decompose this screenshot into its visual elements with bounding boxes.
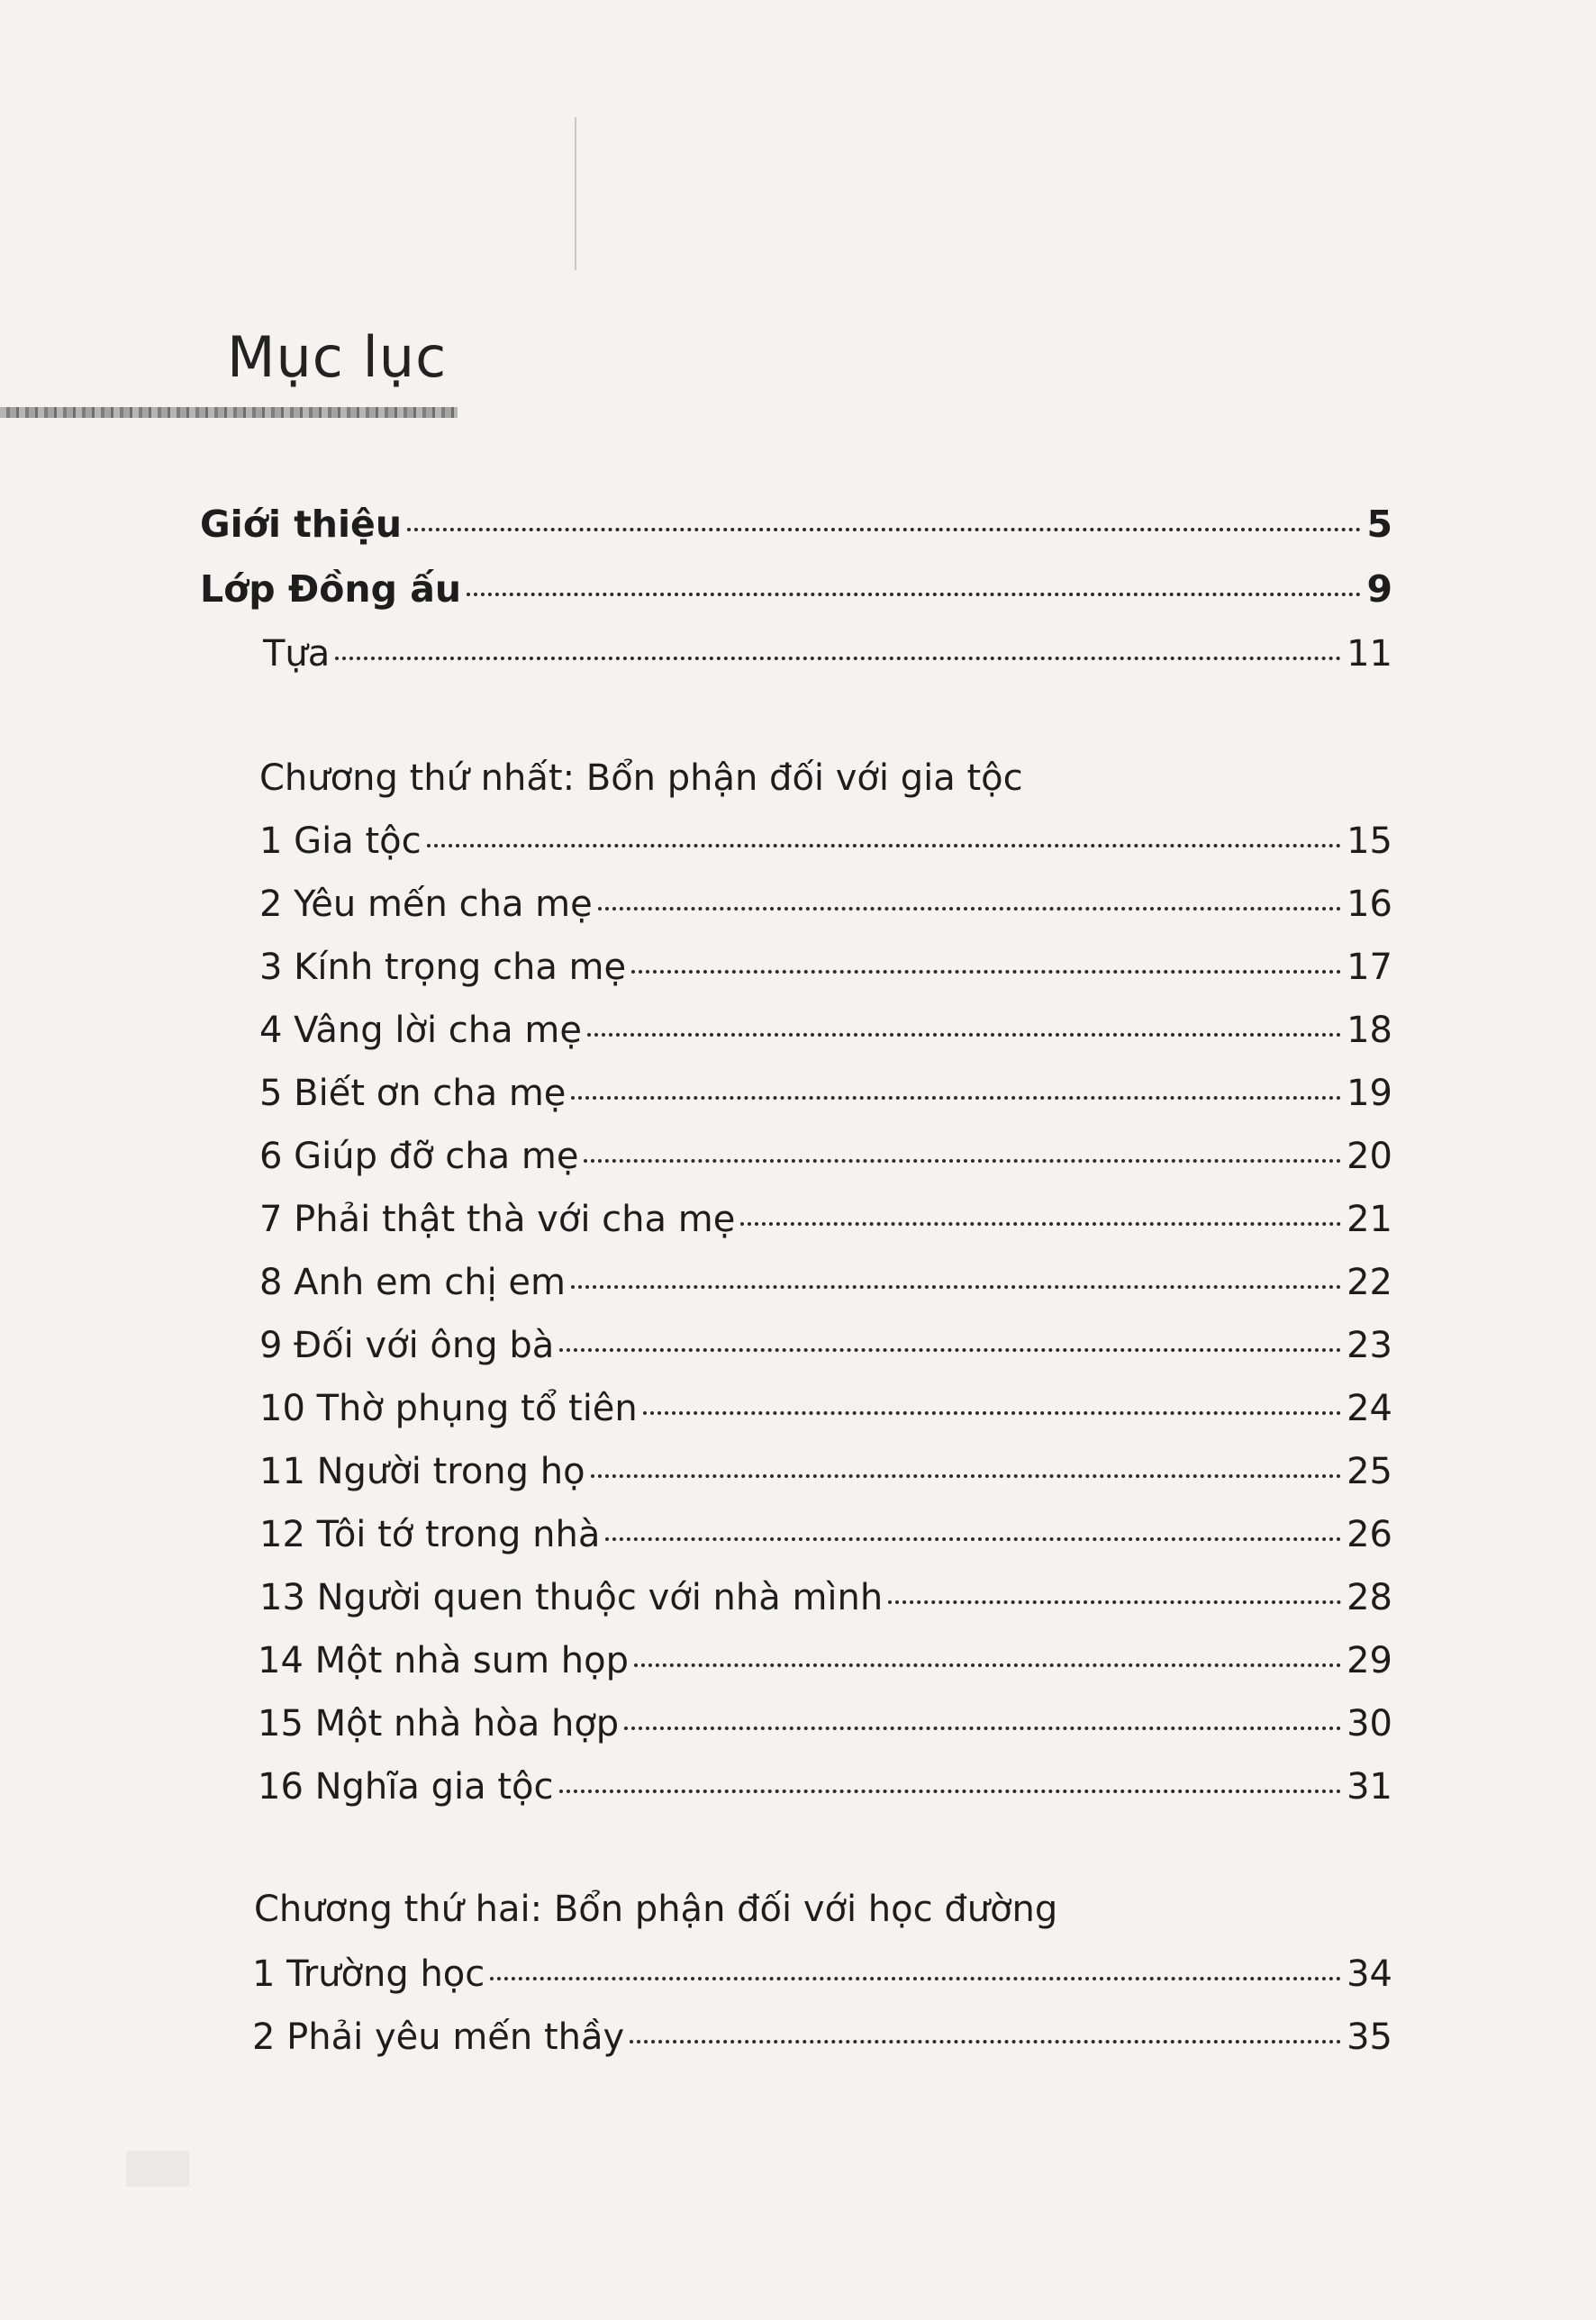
dot-leader <box>559 1790 1342 1793</box>
toc-entry-page: 21 <box>1347 1199 1392 1240</box>
toc-entry-page: 16 <box>1347 884 1392 925</box>
toc-entry-label: 2 Yêu mến cha mẹ <box>259 884 593 925</box>
toc-entry-label: 15 Một nhà hòa hợp <box>258 1703 620 1745</box>
toc-entry-page: 34 <box>1347 1953 1392 1995</box>
toc-entry[interactable] <box>259 1133 1392 1180</box>
toc-entry[interactable] <box>259 1322 1392 1369</box>
toc-entry-label: 16 Nghĩa gia tộc <box>258 1766 554 1808</box>
dot-leader <box>584 1159 1341 1163</box>
toc-entry-page: 30 <box>1347 1703 1392 1745</box>
chapter-heading-1: Chương thứ nhất: Bổn phận đối với gia tộc <box>259 757 1023 799</box>
toc-entry-page: 28 <box>1347 1577 1392 1618</box>
toc-entry-tua[interactable] <box>263 630 1392 677</box>
toc-entry[interactable] <box>258 1763 1392 1810</box>
toc-entry-label: 1 Trường học <box>252 1953 485 1995</box>
toc-entry[interactable] <box>259 1007 1392 1054</box>
dot-leader <box>335 657 1341 660</box>
toc-entry[interactable] <box>259 1385 1392 1432</box>
toc-entry-page: 15 <box>1347 820 1392 862</box>
toc-entry[interactable] <box>258 1637 1392 1684</box>
toc-entry-label: 12 Tôi tớ trong nhà <box>259 1514 601 1555</box>
toc-entry[interactable] <box>252 2014 1392 2061</box>
toc-entry-page: 23 <box>1347 1325 1392 1366</box>
toc-entry-page: 20 <box>1347 1136 1392 1177</box>
toc-entry[interactable] <box>259 1511 1392 1558</box>
toc-entry-page: 24 <box>1347 1388 1392 1429</box>
toc-entry-label: 13 Người quen thuộc với nhà mình <box>259 1577 884 1618</box>
dot-leader <box>591 1474 1342 1478</box>
dot-leader <box>740 1222 1341 1226</box>
dot-leader <box>598 907 1341 911</box>
dot-leader <box>888 1600 1341 1604</box>
toc-entry-lop-dong-au[interactable] <box>200 566 1392 612</box>
toc-entry-page: 9 <box>1366 567 1392 611</box>
toc-entry-label: 6 Giúp đỡ cha mẹ <box>259 1136 579 1177</box>
toc-entry[interactable] <box>259 1070 1392 1117</box>
toc-entry[interactable] <box>259 1574 1392 1621</box>
toc-entry-page: 22 <box>1347 1262 1392 1303</box>
toc-entry-page: 26 <box>1347 1514 1392 1555</box>
dot-leader <box>630 2040 1341 2044</box>
dot-leader <box>631 970 1341 974</box>
toc-entry-label: 7 Phải thật thà với cha mẹ <box>259 1199 736 1240</box>
toc-entry-page: 18 <box>1347 1010 1392 1051</box>
toc-entry-gioi-thieu[interactable] <box>200 501 1392 548</box>
toc-entry-label: 3 Kính trọng cha mẹ <box>259 947 627 988</box>
toc-entry-page: 25 <box>1347 1451 1392 1492</box>
toc-entry-page: 29 <box>1347 1640 1392 1681</box>
toc-entry-page: 17 <box>1347 947 1392 988</box>
toc-entry[interactable] <box>259 1448 1392 1495</box>
toc-entry-page: 31 <box>1347 1766 1392 1808</box>
toc-entry-label: 8 Anh em chị em <box>259 1262 566 1303</box>
dot-leader <box>587 1033 1341 1037</box>
dot-leader <box>559 1348 1341 1352</box>
toc-entry-label: 2 Phải yêu mến thầy <box>252 2016 625 2058</box>
toc-entry-page: 11 <box>1347 633 1392 675</box>
toc-entry[interactable] <box>259 881 1392 928</box>
dot-leader <box>407 528 1361 531</box>
toc-entry[interactable] <box>252 1951 1392 1998</box>
dot-leader <box>643 1411 1341 1415</box>
toc-entry-label: 5 Biết ơn cha mẹ <box>259 1073 567 1114</box>
chapter-heading-2: Chương thứ hai: Bổn phận đối với học đường <box>254 1889 1058 1930</box>
toc-entry-label: Lớp Đồng ấu <box>200 567 462 611</box>
toc-entry-page: 19 <box>1347 1073 1392 1114</box>
toc-entry-label: 9 Đối với ông bà <box>259 1325 555 1366</box>
dot-leader <box>605 1537 1341 1541</box>
toc-entry-label: Giới thiệu <box>200 503 403 546</box>
toc-title: Mục lục <box>227 324 448 390</box>
toc-entry[interactable] <box>259 1196 1392 1243</box>
dot-leader <box>571 1096 1341 1100</box>
dot-leader <box>634 1663 1341 1667</box>
page-footer-mark <box>126 2151 189 2187</box>
toc-entry[interactable] <box>259 944 1392 991</box>
toc-entry-label: 1 Gia tộc <box>259 820 422 862</box>
dot-leader <box>571 1285 1341 1289</box>
dot-leader <box>467 593 1361 596</box>
toc-entry-page: 5 <box>1366 503 1392 546</box>
dot-leader <box>490 1977 1341 1980</box>
toc-entry[interactable] <box>258 1700 1392 1747</box>
toc-entry-label: 10 Thờ phụng tổ tiên <box>259 1388 638 1429</box>
toc-entry[interactable] <box>259 1259 1392 1306</box>
toc-entry-label: Tựa <box>263 633 331 675</box>
dot-leader <box>624 1726 1341 1730</box>
toc-entry-page: 35 <box>1347 2016 1392 2058</box>
toc-entry-label: 4 Vâng lời cha mẹ <box>259 1010 582 1051</box>
dot-leader <box>427 844 1341 847</box>
toc-entry[interactable] <box>259 818 1392 865</box>
toc-entry-label: 11 Người trong họ <box>259 1451 585 1492</box>
toc-entry-label: 14 Một nhà sum họp <box>258 1640 630 1681</box>
